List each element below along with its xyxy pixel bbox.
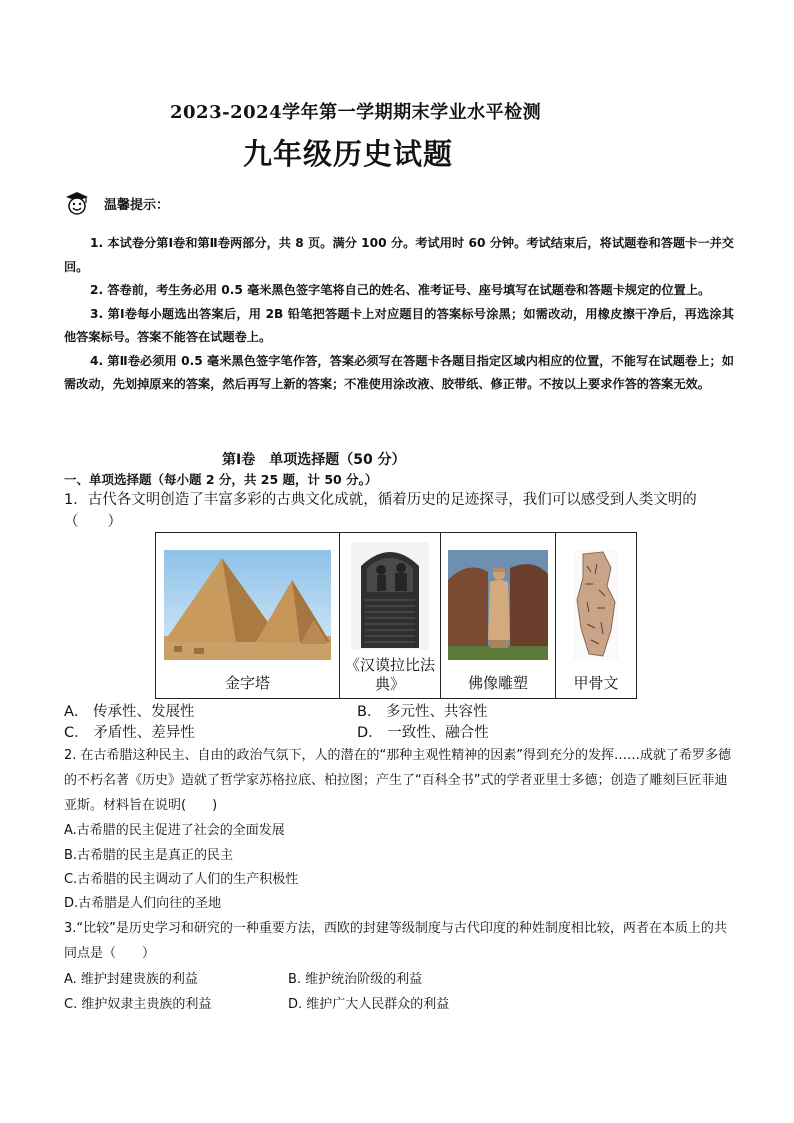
question-2-option-d: D.古希腊是人们向往的圣地 [64, 896, 222, 911]
question-3-option-d: D. 维护广大人民群众的利益 [288, 997, 450, 1012]
page-title: 九年级历史试题 [243, 137, 454, 171]
image-cell-hammurabi [340, 533, 441, 699]
oracle-bone-photo-icon [573, 550, 619, 660]
question-1-image-table [155, 532, 637, 699]
question-3-stem: 3.“比较”是历史学习和研究的一种重要方法，西欧的封建等级制度与古代印度的种姓制度相比较，两者在本质上的共同点是（ ） [64, 921, 727, 961]
buddha-statue-photo-icon [448, 550, 548, 660]
section-title: 第Ⅰ卷 单项选择题（50 分） [222, 452, 406, 468]
question-2-stem: 2. 在古希腊这种民主、自由的政治气氛下，人的潜在的“那种主观性精神的因素”得到充分的发挥……成就了希罗多德的不朽名著《历史》造就了哲学家苏格拉底、柏拉图；产生了“百科全书”式的学者亚里士多德；创造了雕刻巨匠菲迪亚斯。材料旨在说明( ) [64, 748, 732, 813]
tips-title: 温馨提示： [104, 198, 170, 213]
question-2-option-b: B.古希腊的民主是真正的民主 [64, 848, 234, 863]
instruction-item: 2. 答卷前，考生务必用 0.5 毫米黑色签字笔将自己的姓名、准考证号、座号填写在试题卷和答题卡规定的位置上。 [90, 283, 711, 297]
exam-instructions [64, 232, 734, 397]
image-cell-pyramids [156, 533, 340, 699]
question-2-option-c: C.古希腊的民主调动了人们的生产积极性 [64, 872, 299, 887]
exam-header-line: 2023-2024学年第一学期期末学业水平检测 [170, 102, 542, 123]
question-1-option-d: D． 一致性、融合性 [357, 725, 489, 741]
question-1-stem: 1．古代各文明创造了丰富多彩的古典文化成就，循着历史的足迹探寻，我们可以感受到人类文明的（ ） [64, 492, 697, 530]
caption-pyramids: 金字塔 [224, 674, 270, 692]
question-1-option-a: A． 传承性、发展性 [64, 704, 195, 720]
question-3-option-c: C. 维护奴隶主贵族的利益 [64, 997, 212, 1012]
caption-buddha: 佛像雕塑 [467, 674, 528, 692]
smiley-student-icon [64, 191, 90, 215]
instruction-item: 3. 第Ⅰ卷每小题选出答案后，用 2B 铅笔把答题卡上对应题目的答案标号涂黑；如需改动，用橡皮擦干净后，再选涂其他答案标号。答案不能答在试题卷上。 [64, 306, 734, 344]
part-title: 一、单项选择题（每小题 2 分，共 25 题，计 50 分。） [64, 472, 378, 487]
pyramids-photo-icon [164, 550, 331, 660]
image-cell-oracle-bone [556, 533, 637, 699]
question-1-option-c: C． 矛盾性、差异性 [64, 725, 195, 741]
question-3-option-a: A. 维护封建贵族的利益 [64, 972, 198, 987]
caption-oracle-bone: 甲骨文 [573, 674, 619, 692]
question-3-option-b: B. 维护统治阶级的利益 [288, 972, 423, 987]
hammurabi-stele-photo-icon [351, 542, 429, 650]
question-2-option-a: A.古希腊的民主促进了社会的全面发展 [64, 823, 285, 838]
image-cell-buddha [441, 533, 556, 699]
instruction-item: 4. 第Ⅱ卷必须用 0.5 毫米黑色签字笔作答，答案必须写在答题卡各题目指定区域内相应的位置，不能写在试题卷上；如需改动，先划掉原来的答案，然后再写上新的答案；不准使用涂改液、胶带纸、修正带。不按以上要求作答的答案无效。 [64, 353, 734, 391]
caption-hammurabi: 《汉谟拉比法典》 [344, 656, 435, 693]
instruction-item: 1. 本试卷分第Ⅰ卷和第Ⅱ卷两部分，共 8 页。满分 100 分。考试用时 60 分钟。考试结束后，将试题卷和答题卡一并交回。 [64, 236, 734, 274]
question-1-option-b: B． 多元性、共容性 [357, 704, 488, 720]
